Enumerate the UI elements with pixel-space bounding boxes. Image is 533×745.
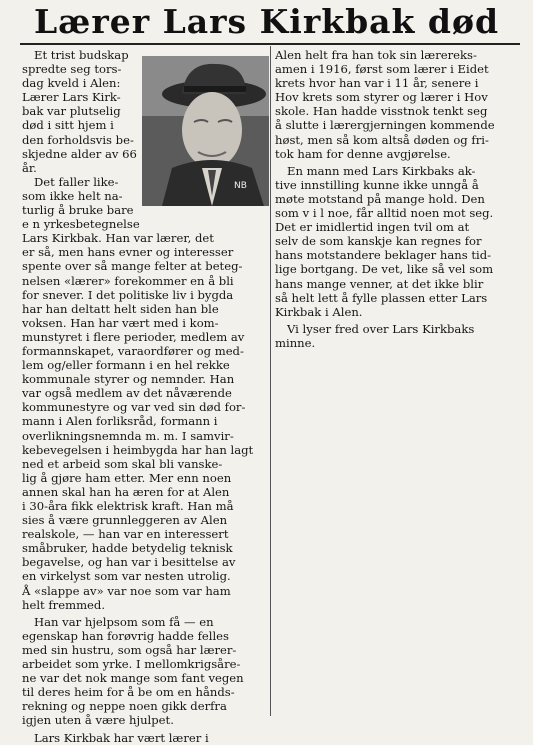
text-line: som v i l noe, får alltid noen mot seg. — [275, 206, 494, 221]
text-line: å slutte i lærergjerningen kommende — [275, 118, 495, 133]
text-line: Å «slappe av» var noe som var ham — [22, 583, 231, 598]
text-line: tive innstilling kunne ikke unngå å — [275, 177, 479, 192]
text-line: var også medlem av det nåværende — [22, 386, 232, 401]
text-line: Et trist budskap — [34, 48, 129, 62]
left-column — [22, 48, 274, 745]
text-line: overlikningsnemnda m. m. I samvir- — [22, 428, 234, 443]
text-line: som ikke helt na- — [22, 188, 123, 203]
body-paragraph — [275, 322, 527, 350]
text-line: lem og/eller formann i en hel rekke — [22, 358, 230, 373]
headline: Lærer Lars Kirkbak død — [33, 2, 500, 41]
text-line: for snever. I det politiske liv i bygda — [22, 287, 234, 302]
text-line: minne. — [275, 335, 316, 350]
text-line: småbruker, hadde betydelig teknisk — [22, 541, 233, 556]
text-line: realskole, — han var en interessert — [22, 527, 229, 542]
text-line: høst, men så kom altså døden og fri- — [275, 132, 489, 147]
text-line: egenskap han forøvrig hadde felles — [22, 628, 229, 643]
body-paragraph — [22, 231, 274, 612]
body-paragraph — [22, 615, 274, 745]
text-line: igjen uten å være hjulpet. — [22, 713, 174, 728]
text-line: tok ham for denne avgjørelse. — [275, 146, 451, 161]
text-line: kommunestyre og var ved sin død for- — [22, 400, 246, 415]
text-line: hans motstandere beklager hans tid- — [275, 248, 492, 263]
text-line: e n yrkesbetegnelse — [22, 217, 140, 232]
text-line: ned et arbeid som skal bli vanske- — [22, 456, 223, 471]
text-line: formannskapet, varaordfører og med- — [22, 343, 244, 358]
text-line: bak var plutselig — [22, 104, 121, 119]
body-paragraph — [275, 164, 527, 319]
text-line: krets hvor han var i 11 år, senere i — [275, 76, 479, 91]
text-line: nelsen «lærer» forekommer en å bli — [22, 273, 234, 288]
text-line: er så, men hans evner og interesser — [22, 245, 234, 260]
text-line: munstyret i flere perioder, medlem av — [22, 329, 245, 344]
text-line: møte motstand på mange hold. Den — [275, 191, 485, 206]
text-line: begavelse, og han var i besittelse av — [22, 555, 236, 570]
right-column — [275, 48, 527, 350]
text-line: år. — [22, 160, 37, 175]
text-line: den forholdsvis be- — [22, 132, 134, 147]
text-line: mann i Alen forliksråd, formann i — [22, 414, 218, 429]
text-line: selv de som kanskje kan regnes for — [275, 234, 482, 249]
text-line: med sin hustru, som også har lærer- — [22, 642, 237, 657]
text-line: sies å være grunnleggeren av Alen — [22, 513, 228, 528]
text-line: voksen. Han har vært med i kom- — [22, 315, 219, 330]
text-line: helt fremmed. — [22, 597, 106, 612]
text-line: turlig å bruke bare — [22, 203, 134, 218]
headline-rule — [20, 43, 520, 45]
text-line: Hov krets som styrer og lærer i Hov — [275, 90, 488, 105]
text-line: hans mange venner, at det ikke blir — [275, 276, 484, 291]
text-line: ne var det nok mange som fant vegen — [22, 671, 244, 686]
body-paragraph — [275, 48, 527, 161]
text-line: en virkelyst som var nesten utrolig. — [22, 569, 231, 584]
text-line: annen skal han ha æren for at Alen — [22, 484, 230, 499]
text-line: i 30-åra fikk elektrisk kraft. Han må — [22, 499, 234, 513]
text-line: har han deltatt helt siden han ble — [22, 301, 219, 316]
text-line: skjedne alder av 66 — [22, 146, 137, 161]
text-line: Lars Kirkbak har vært lærer i — [34, 730, 209, 745]
text-line: rekning og neppe noen gikk derfra — [22, 699, 227, 714]
text-line: Alen helt fra han tok sin lærereks- — [275, 48, 477, 62]
text-line: til deres heim for å be om en hånds- — [22, 685, 235, 700]
text-line: En mann med Lars Kirkbaks ak- — [287, 163, 476, 178]
text-line: Lærer Lars Kirk- — [22, 90, 121, 105]
text-line: kommunale styrer og nemnder. Han — [22, 372, 235, 387]
text-line: spente over så mange felter at beteg- — [22, 259, 243, 274]
text-line: død i sitt hjem i — [22, 118, 114, 133]
text-line: lig å gjøre ham etter. Mer enn noen — [22, 470, 232, 485]
text-line: kebevegelsen i heimbygda har han lagt — [22, 442, 254, 457]
text-line: Lars Kirkbak. Han var lærer, det — [22, 231, 214, 246]
text-line: Kirkbak i Alen. — [275, 304, 363, 319]
text-line: Det er imidlertid ingen tvil om at — [275, 220, 470, 235]
text-line: spredte seg tors- — [22, 62, 122, 77]
text-line: dag kveld i Alen: — [22, 76, 121, 91]
text-line: så helt lett å fylle plassen etter Lars — [275, 290, 488, 305]
intro-paragraph — [22, 48, 274, 231]
text-line: Han var hjelpsom som få — en — [34, 614, 214, 629]
text-line: arbeidet som yrke. I mellomkrigsåre- — [22, 657, 241, 672]
photo-signature: NB — [234, 181, 247, 191]
text-line: amen i 1916, først som lærer i Eidet — [275, 62, 489, 77]
text-line: lige bortgang. De vet, like så vel som — [275, 262, 494, 277]
text-line: Det faller like- — [34, 174, 119, 189]
text-line: Vi lyser fred over Lars Kirkbaks — [287, 321, 475, 336]
text-line: skole. Han hadde visstnok tenkt seg — [275, 104, 488, 119]
